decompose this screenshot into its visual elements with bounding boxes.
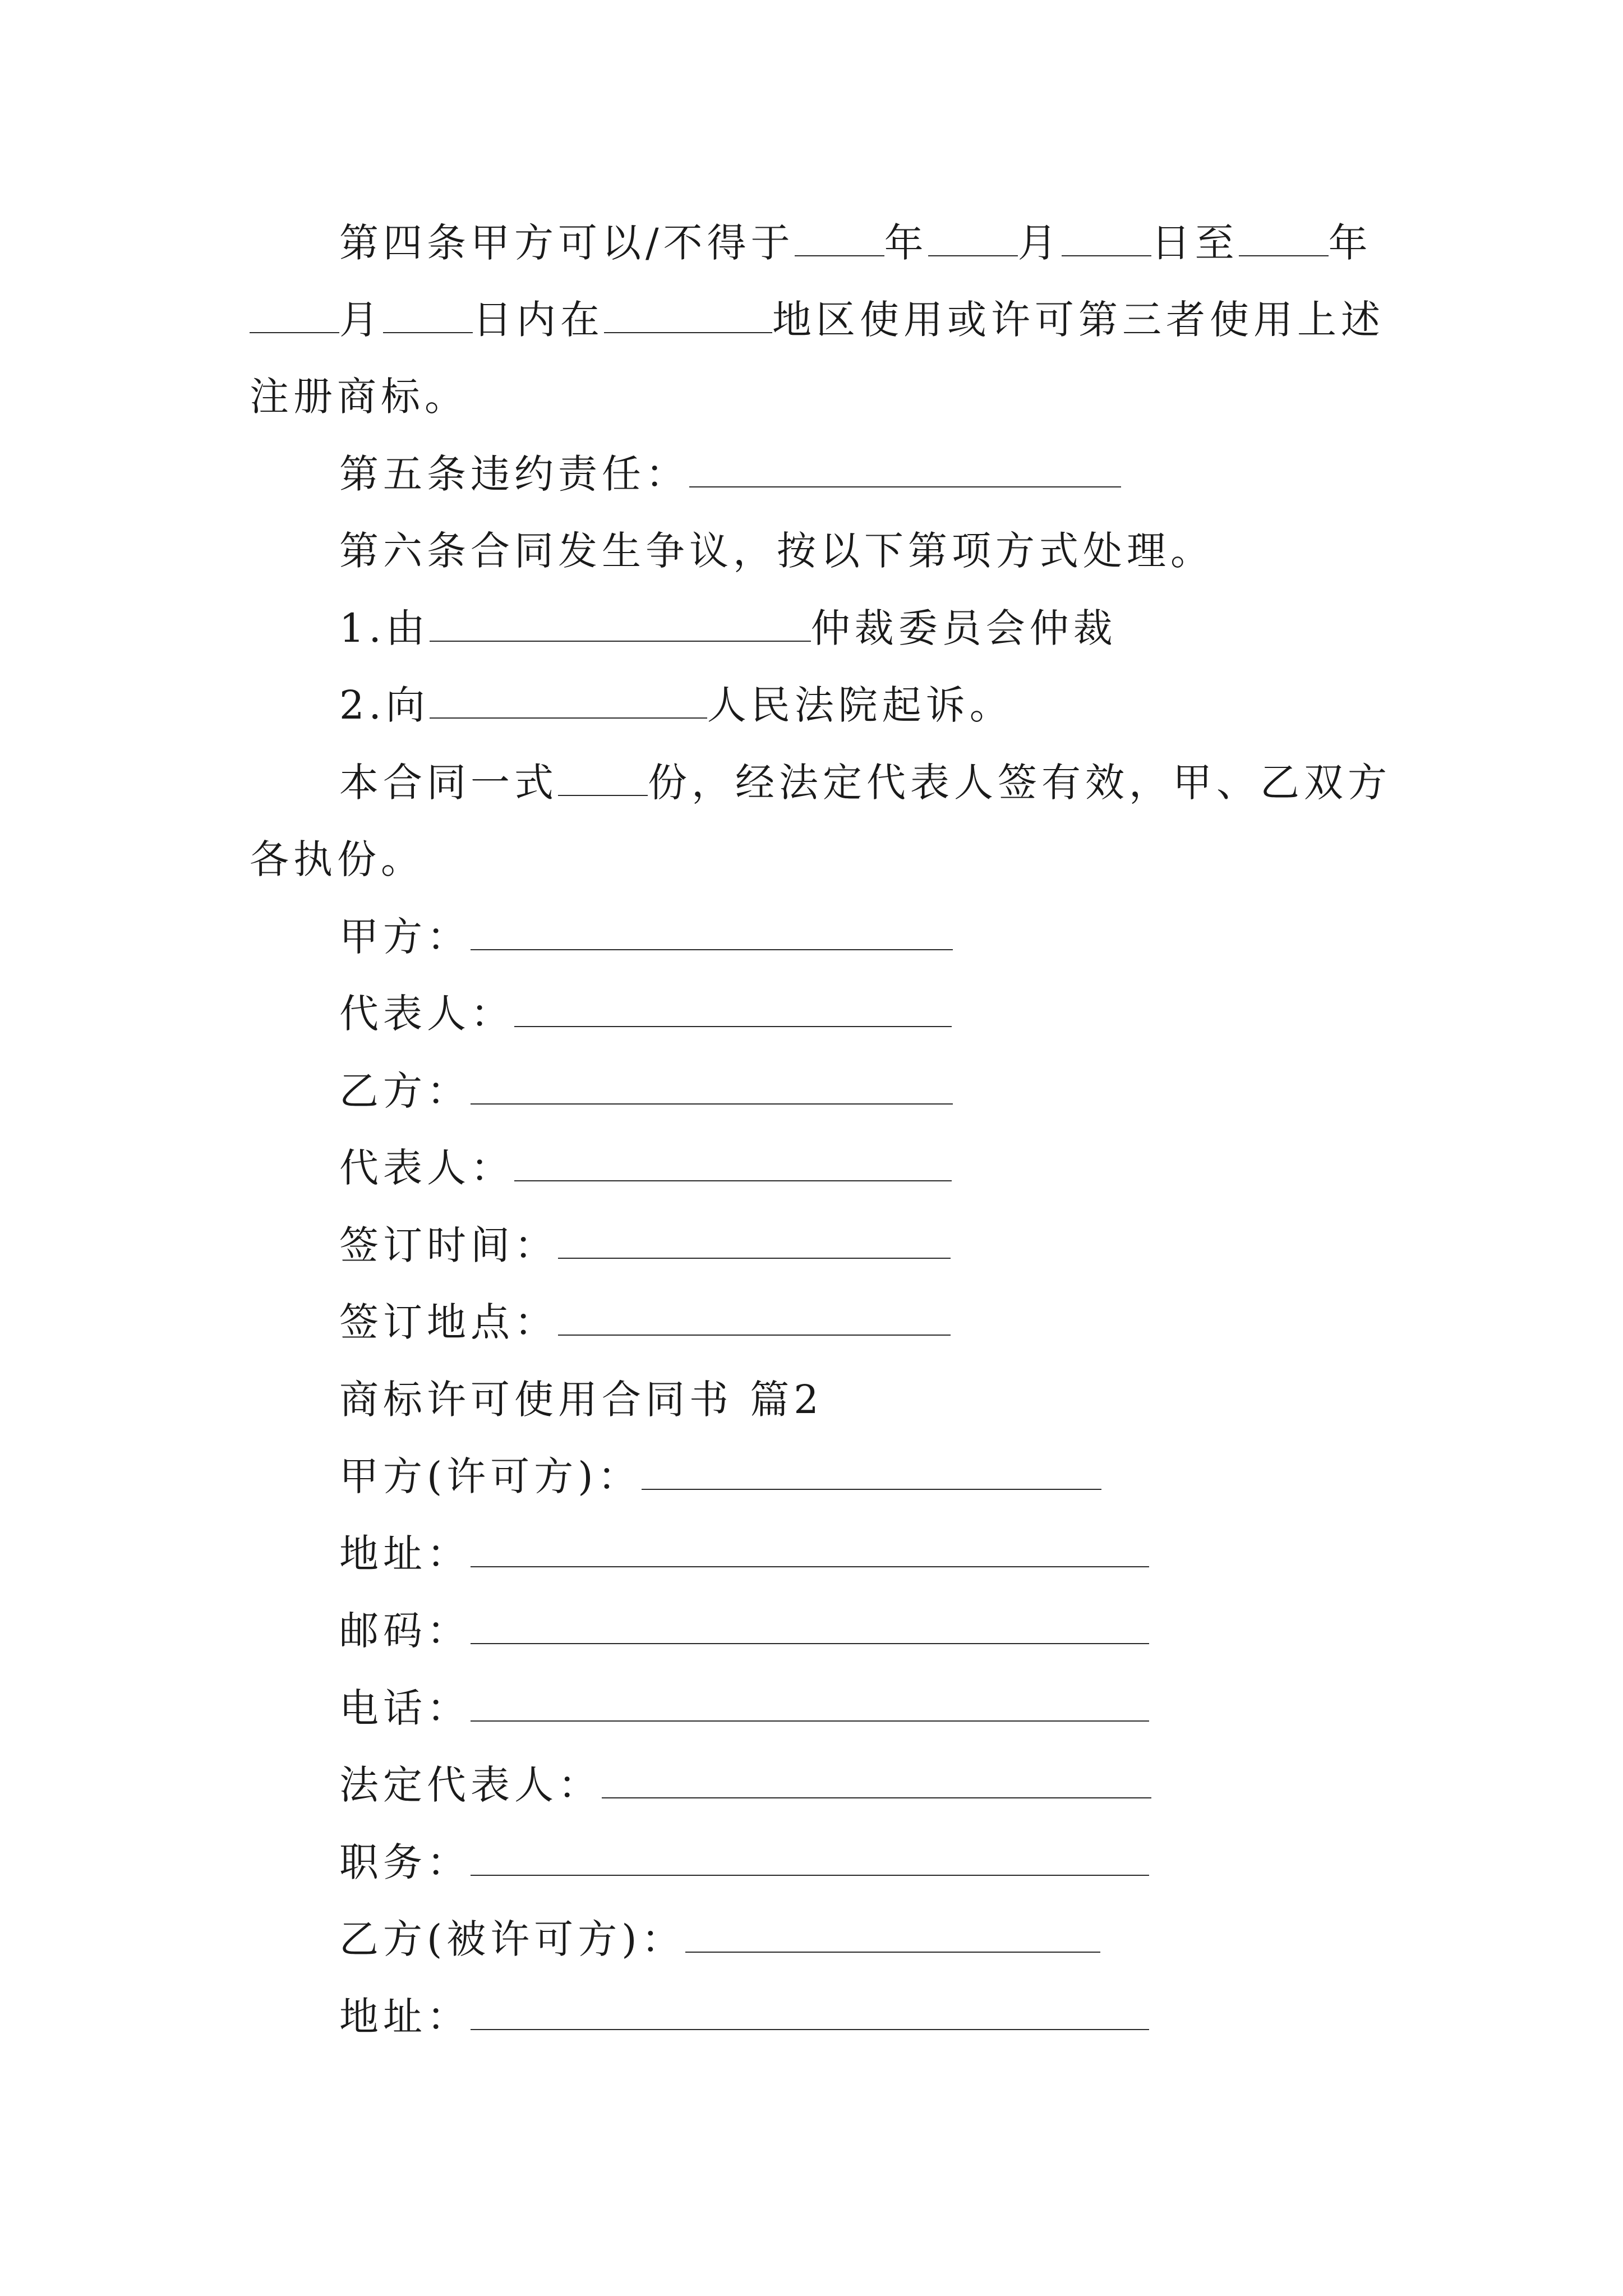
liability-label: 第五条违约责任： xyxy=(339,451,689,497)
region-blank[interactable] xyxy=(604,303,772,333)
address-b-blank[interactable] xyxy=(471,2000,1149,2030)
address-a-blank[interactable] xyxy=(471,1537,1149,1567)
article-4-text: 第四条甲方可以/不得于 xyxy=(339,220,795,266)
article-4-line-2 xyxy=(250,297,1385,343)
copies-prefix: 本合同一式 xyxy=(339,760,558,806)
legal-rep-line xyxy=(339,1762,1151,1808)
address-a-line xyxy=(339,1531,1149,1577)
section-2-title: 商标许可使用合同书 篇2 xyxy=(339,1377,823,1423)
year-label: 年 xyxy=(884,220,928,266)
sign-place-label: 签订地点： xyxy=(339,1299,558,1345)
month-end-blank[interactable] xyxy=(250,303,339,333)
phone-line xyxy=(339,1685,1149,1731)
sign-place-line xyxy=(339,1299,951,1345)
article-5-line xyxy=(339,451,1121,497)
legal-rep-label: 法定代表人： xyxy=(339,1762,602,1808)
copies-count-blank[interactable] xyxy=(558,766,648,796)
month-label: 月 xyxy=(1017,220,1062,266)
address-a-label: 地址： xyxy=(339,1531,471,1577)
option-1-prefix: 1.由 xyxy=(339,605,430,651)
position-label: 职务： xyxy=(339,1839,471,1885)
rep-a-signature xyxy=(339,991,952,1037)
party-a-blank[interactable] xyxy=(471,920,953,950)
day-within-label: 日内在 xyxy=(473,297,604,343)
licensee-label: 乙方(被许可方)： xyxy=(339,1916,685,1962)
month-start-blank[interactable] xyxy=(928,226,1018,256)
postcode-blank[interactable] xyxy=(471,1614,1149,1644)
party-b-label: 乙方： xyxy=(339,1068,471,1114)
licensee-blank[interactable] xyxy=(685,1922,1100,1953)
rep-a-blank[interactable] xyxy=(514,997,952,1027)
day-start-blank[interactable] xyxy=(1062,226,1151,256)
article-4-line-1 xyxy=(339,220,1372,266)
address-b-line xyxy=(339,1994,1149,2040)
court-blank[interactable] xyxy=(430,688,707,719)
option-2-suffix: 人民法院起诉。 xyxy=(707,682,1013,728)
phone-label: 电话： xyxy=(339,1685,471,1731)
phone-blank[interactable] xyxy=(471,1691,1149,1722)
year-end-blank[interactable] xyxy=(1239,226,1329,256)
sign-time-label: 签订时间： xyxy=(339,1222,558,1268)
copies-line-1 xyxy=(339,760,1391,806)
postcode-line xyxy=(339,1608,1149,1654)
year-label-2: 年 xyxy=(1328,220,1372,266)
position-blank[interactable] xyxy=(471,1846,1149,1876)
licensor-label: 甲方(许可方)： xyxy=(339,1453,642,1499)
month-label-2: 月 xyxy=(339,297,383,343)
address-b-label: 地址： xyxy=(339,1994,471,2040)
licensor-blank[interactable] xyxy=(642,1460,1101,1490)
option-2-prefix: 2.向 xyxy=(339,682,430,728)
sign-place-blank[interactable] xyxy=(558,1305,951,1336)
rep-b-label: 代表人： xyxy=(339,1145,514,1191)
sign-time-blank[interactable] xyxy=(558,1228,951,1259)
party-a-label: 甲方： xyxy=(339,914,471,960)
rep-b-blank[interactable] xyxy=(514,1151,952,1181)
court-option xyxy=(339,682,1013,728)
copies-line-2: 各执份。 xyxy=(250,836,425,882)
arbitration-committee-blank[interactable] xyxy=(430,611,811,642)
party-b-blank[interactable] xyxy=(471,1074,953,1105)
liability-blank[interactable] xyxy=(689,457,1121,487)
position-line xyxy=(339,1839,1149,1885)
arbitration-option xyxy=(339,605,1117,651)
article-4-line-3: 注册商标。 xyxy=(250,374,468,420)
rep-a-label: 代表人： xyxy=(339,991,514,1037)
article-6-line: 第六条合同发生争议，按以下第项方式处理。 xyxy=(339,528,1214,574)
option-1-suffix: 仲裁委员会仲裁 xyxy=(810,605,1117,651)
region-text: 地区使用或许可第三者使用上述 xyxy=(772,297,1385,343)
day-end-blank[interactable] xyxy=(383,303,473,333)
party-a-signature xyxy=(339,914,953,960)
day-to-label: 日至 xyxy=(1151,220,1239,266)
rep-b-signature xyxy=(339,1145,952,1191)
licensor-line xyxy=(339,1453,1101,1499)
party-b-signature xyxy=(339,1068,953,1114)
postcode-label: 邮码： xyxy=(339,1608,471,1654)
copies-suffix: 份，经法定代表人签有效，甲、乙双方 xyxy=(648,760,1391,806)
sign-time-line xyxy=(339,1222,951,1268)
year-start-blank[interactable] xyxy=(795,226,884,256)
legal-rep-blank[interactable] xyxy=(602,1768,1151,1798)
licensee-line xyxy=(339,1916,1100,1962)
